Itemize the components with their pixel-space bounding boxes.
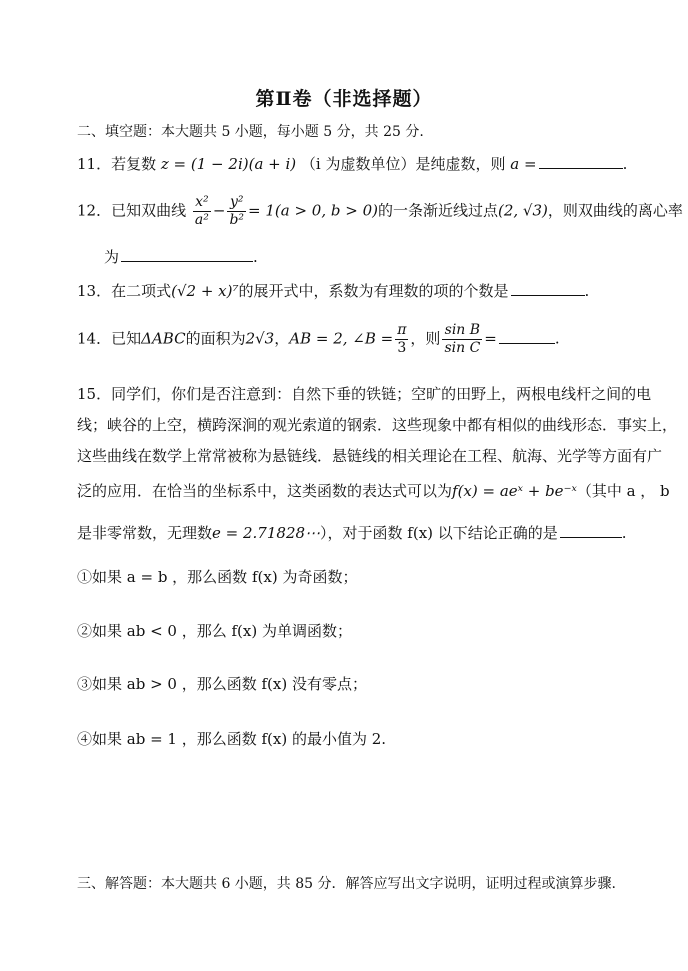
- fraction-sin-ratio: $\frac{\text{sin B}}{\text{sin C}}$: [444, 322, 481, 356]
- answer-blank: [560, 536, 622, 538]
- question-12: 12．已知双曲线 $\frac{\text{x²}}{\text{a²}}$ − $\frac{\text{y²}}{\text{b²}}$ = 1(a > 0, b > 0)的一条渐近线过点(2, √3)，则双曲线的离心率: [77, 194, 683, 228]
- option-1: ①如果 a = b ，那么函数 f(x) 为奇函数；: [77, 568, 358, 586]
- fill-blank-section-header: 二、填空题：本大题共 5 小题，每小题 5 分，共 25 分.: [77, 124, 424, 140]
- question-15-line5: 是非零常数，无理数e = 2.71828⋯），对于函数 f(x) 以下结论正确的是 .: [77, 524, 627, 542]
- answer-blank: [499, 342, 555, 344]
- answer-blank: [511, 294, 585, 296]
- question-13: 13．在二项式(√2 + x)⁷的展开式中，系数为有理数的项的个数是 .: [77, 282, 590, 300]
- question-15-line3: 这些曲线在数学上常常被称为悬链线．悬链线的相关理论在工程、航海、光学等方面有广: [77, 447, 663, 465]
- option-4: ④如果 ab = 1 ，那么函数 f(x) 的最小值为 2.: [77, 730, 387, 748]
- fraction-x: $\frac{\text{x²}}{\text{a²}}$: [194, 194, 209, 228]
- option-3: ③如果 ab > 0 ，那么函数 f(x) 没有零点；: [77, 675, 367, 693]
- section-title: 第Ⅱ卷（非选择题）: [255, 88, 433, 110]
- answer-blank: [121, 260, 253, 262]
- answer-blank: [539, 167, 623, 169]
- solution-section-header: 三、解答题：本大题共 6 小题，共 85 分．解答应写出文字说明，证明过程或演算步骤.: [77, 876, 616, 892]
- question-15-line1: 15．同学们，你们是否注意到：自然下垂的铁链；空旷的田野上，两根电线杆之间的电: [77, 385, 652, 403]
- question-15-line4: 泛的应用．在恰当的坐标系中，这类函数的表达式可以为f(x) = aeˣ + be⁻ˣ（其中 a ， b: [77, 482, 670, 500]
- question-12-line2: 为 .: [104, 248, 258, 266]
- fraction-pi-over-3: $\frac{\pi}{3}$: [397, 322, 407, 356]
- fraction-y: $\frac{\text{y²}}{\text{b²}}$: [229, 194, 245, 228]
- question-11: 11．若复数 z = (1 − 2i)(a + i) （i 为虚数单位）是纯虚数，则 a = .: [77, 155, 628, 173]
- question-15-line2: 线；峡谷的上空，横跨深涧的观光索道的钢索．这些现象中都有相似的曲线形态．事实上，: [77, 416, 678, 434]
- question-14: 14．已知ΔABC的面积为2√3，AB = 2, ∠B = $\frac{\pi}{3}$ ，则 $\frac{\text{sin B}}{\text{sin C}}$ = .: [77, 322, 560, 356]
- option-2: ②如果 ab < 0 ，那么 f(x) 为单调函数；: [77, 622, 352, 640]
